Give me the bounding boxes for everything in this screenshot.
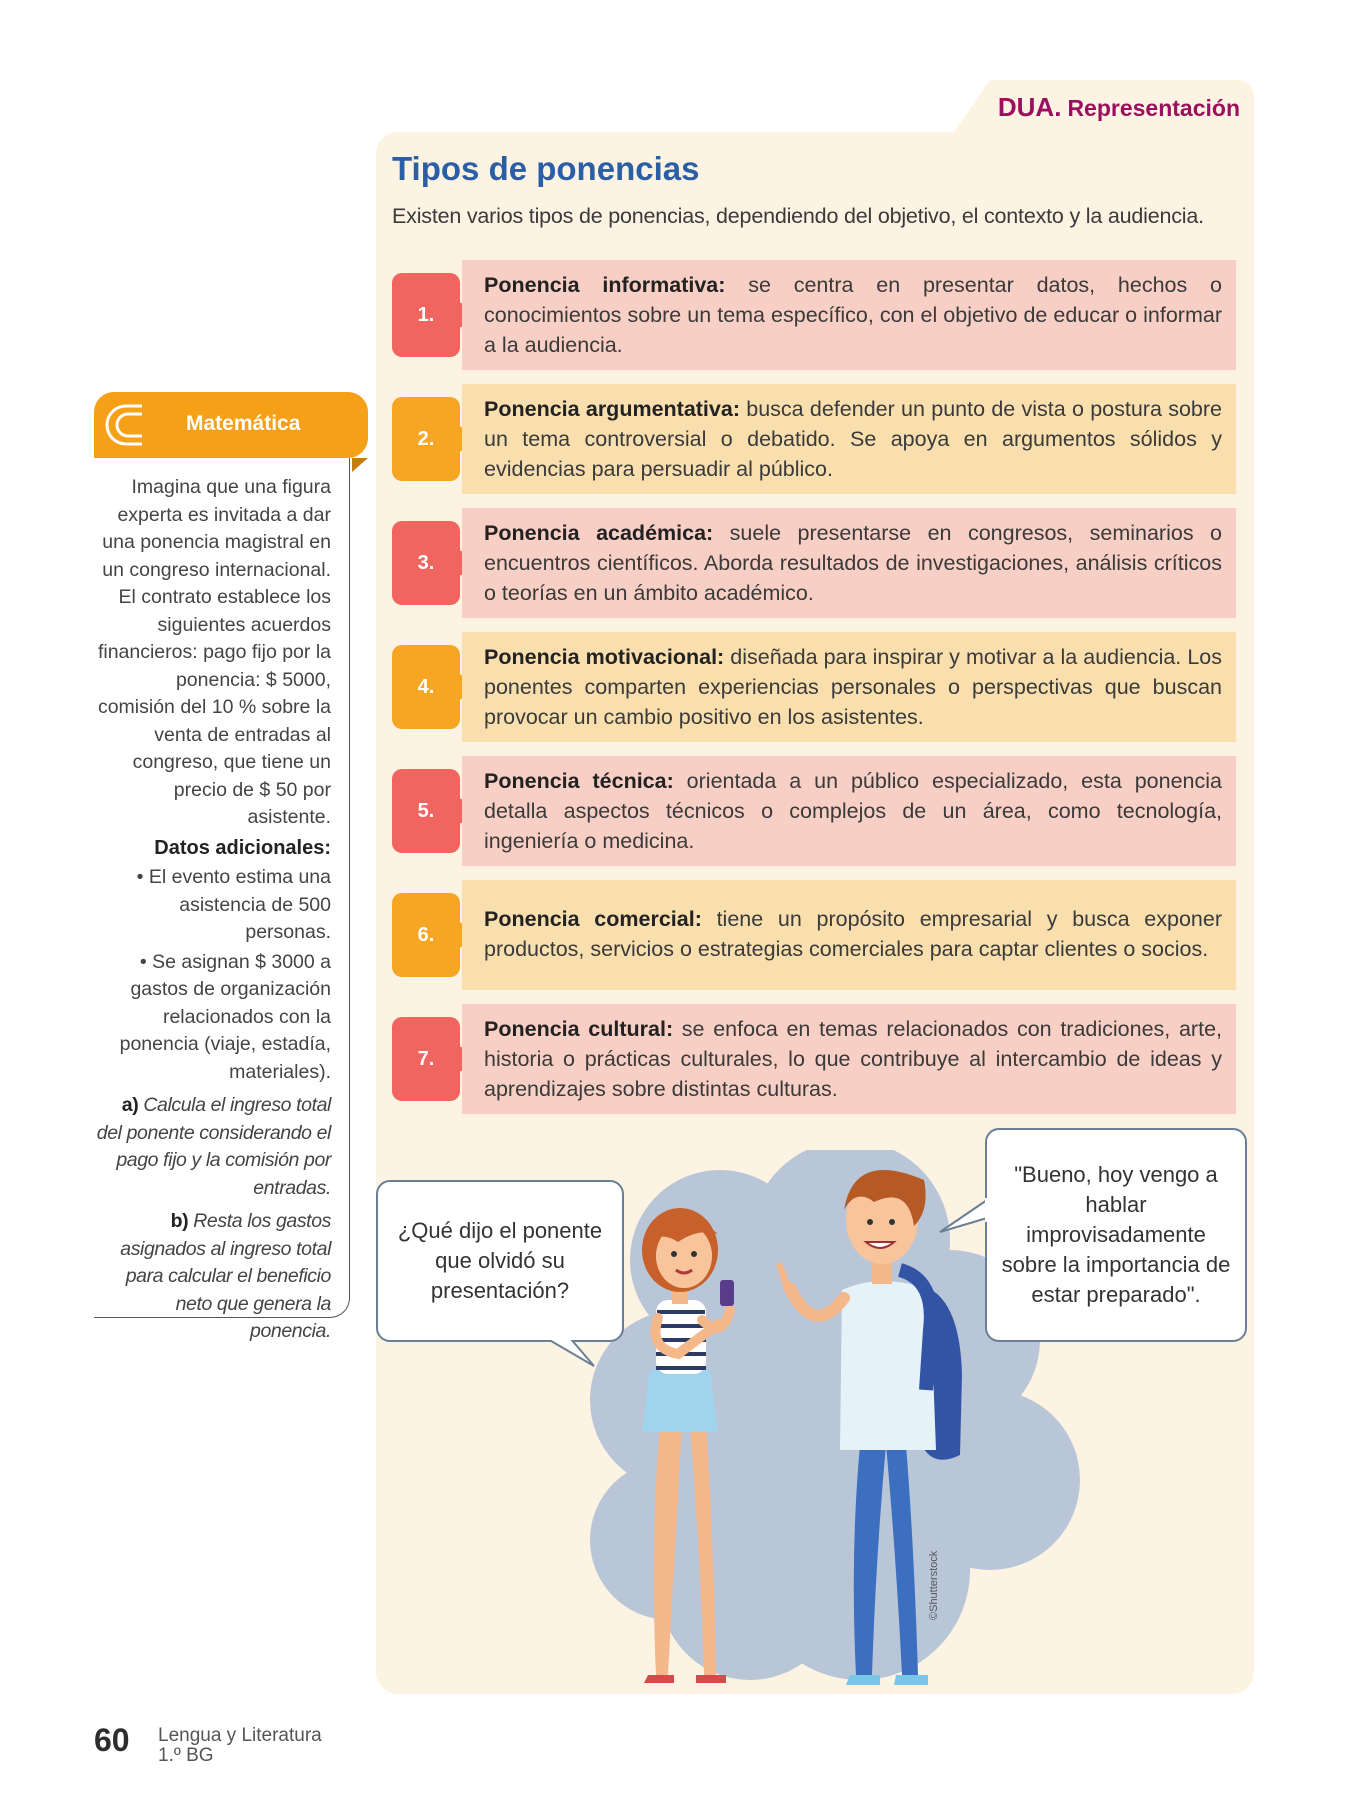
intro-text: Existen varios tipos de ponencias, dependiendo del objetivo, el contexto y la audiencia. — [392, 204, 1204, 228]
dua-label: DUA. Representación — [997, 92, 1240, 122]
item-number: 7. — [392, 1017, 460, 1101]
item-term: Ponencia técnica: — [484, 769, 674, 793]
sidebar-problem: Imagina que una figura experta es invitada a dar una ponencia magistral en un congreso internacional. El contrato establece los siguientes acuerdos financieros: pago fijo por la ponencia: $ 5000, comisión del 10 % sobre la venta de entradas al congreso, que tiene un precio de $ 50 por asistente. — [97, 476, 331, 828]
list-item — [392, 632, 1236, 742]
item-text: Ponencia comercial: tiene un propósito empresarial y busca exponer productos, servicios o estrategias comerciales para captar clientes o socios. — [462, 880, 1236, 990]
math-logo-icon — [102, 400, 158, 450]
sidebar-body — [94, 458, 350, 1342]
page-title: Tipos de ponencias — [392, 150, 700, 187]
image-credit: ©Shutterstock — [928, 1550, 940, 1620]
sidebar-fold — [352, 458, 368, 472]
item-number: 1. — [392, 273, 460, 357]
item-text: Ponencia argumentativa: busca defender un punto de vista o postura sobre un tema controversial o debatido. Se apoya en argumentos sólidos y evidencias para persuadir al público. — [462, 384, 1236, 494]
item-text: Ponencia académica: suele presentarse en congresos, seminarios o encuentros científicos. Aborda resultados de investigaciones, análisis críticos o teorías en un ámbito académico. — [462, 508, 1236, 618]
page-number: 60 — [94, 1722, 130, 1758]
speech-bubble-girl: ¿Qué dijo el ponente que olvidó su presentación? — [376, 1180, 624, 1342]
item-term: Ponencia argumentativa: — [484, 397, 740, 421]
sidebar-datos-title: Datos adicionales: — [154, 836, 331, 859]
sidebar-header — [94, 392, 368, 458]
item-term: Ponencia académica: — [484, 521, 714, 545]
item-number: 5. — [392, 769, 460, 853]
question-label: b) — [170, 1210, 189, 1232]
list-item — [392, 260, 1236, 370]
dua-sublabel: Representación — [1067, 95, 1240, 121]
bubble-tail-icon — [540, 1338, 600, 1368]
list-item — [392, 756, 1236, 866]
book-grade: 1.º BG — [158, 1745, 214, 1766]
item-text: Ponencia cultural: se enfoca en temas relacionados con tradiciones, arte, historia o prácticas culturales, lo que contribuye al intercambio de ideas y aprendizajes sobre distintas culturas. — [462, 1004, 1236, 1114]
question-label: a) — [121, 1094, 139, 1116]
book-title — [158, 1726, 322, 1766]
item-term: Ponencia cultural: — [484, 1017, 674, 1041]
list-item — [392, 1004, 1236, 1114]
item-term: Ponencia comercial: — [484, 907, 702, 931]
item-term: Ponencia informativa: — [484, 273, 726, 297]
list-item — [392, 384, 1236, 494]
speech-bubble-boy: "Bueno, hoy vengo a hablar improvisadamente sobre la importancia de estar preparado". — [985, 1128, 1247, 1342]
list-item — [392, 508, 1236, 618]
item-number: 4. — [392, 645, 460, 729]
item-text: Ponencia motivacional: diseñada para inspirar y motivar a la audiencia. Los ponentes comparten experiencias personales o perspectivas que buscan provocar un cambio positivo en los asistentes. — [462, 632, 1236, 742]
sidebar-question: b) Resta los gastos asignados al ingreso total para calcular el beneficio neto que genera la ponencia. — [120, 1210, 331, 1342]
item-term: Ponencia motivacional: — [484, 645, 725, 669]
item-text: Ponencia técnica: orientada a un público especializado, esta ponencia detalla aspectos técnicos o complejos de un área, como tecnología, ingeniería o medicina. — [462, 756, 1236, 866]
item-number: 2. — [392, 397, 460, 481]
sidebar-question: a) Calcula el ingreso total del ponente considerando el pago fijo y la comisión por entradas. — [96, 1094, 331, 1199]
book-subject: Lengua y Literatura — [158, 1725, 322, 1746]
sidebar-bullet: • El evento estima una asistencia de 500 personas. — [136, 866, 331, 943]
item-number: 3. — [392, 521, 460, 605]
list-item — [392, 880, 1236, 990]
bubble-tail-icon — [938, 1196, 988, 1236]
item-number: 6. — [392, 893, 460, 977]
sidebar-bullet: • Se asignan $ 3000 a gastos de organización relacionados con la ponencia (viaje, estadía, materiales). — [119, 950, 331, 1083]
sidebar-title: Matemática — [186, 412, 301, 435]
item-text: Ponencia informativa: se centra en presentar datos, hechos o conocimientos sobre un tema específico, con el objetivo de educar o informar a la audiencia. — [462, 260, 1236, 370]
